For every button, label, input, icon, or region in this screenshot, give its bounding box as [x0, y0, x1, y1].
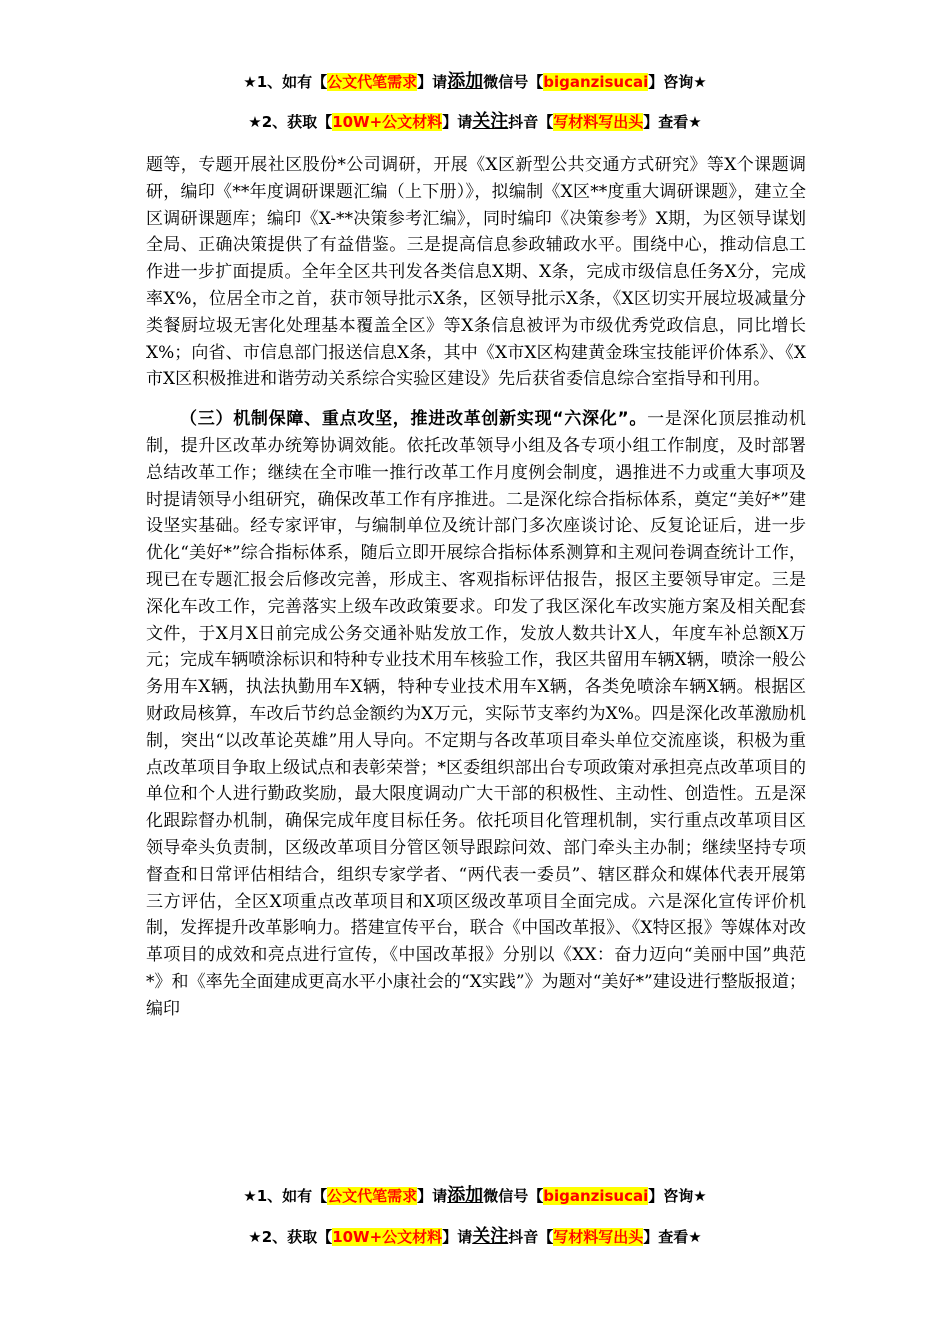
banner-emphasis: 添加: [447, 1185, 484, 1206]
banner-text: 微信号【: [483, 1187, 544, 1205]
banner-text: ★2、获取【: [248, 113, 333, 131]
banner-highlight: 写材料写出头: [553, 1228, 644, 1246]
banner-text: 】请: [442, 1228, 473, 1246]
banner-text: 微信号【: [483, 73, 544, 91]
banner-highlight: 公文代笔需求: [327, 73, 418, 91]
banner-highlight: 10W+公文材料: [332, 1228, 443, 1246]
banner-text: 】查看★: [643, 1228, 702, 1246]
banner-text: 】咨询★: [648, 73, 707, 91]
banner-text: 】查看★: [643, 113, 702, 131]
document-body: [146, 152, 806, 1023]
banner-highlight: 10W+公文材料: [332, 113, 443, 131]
banner-text: 】请: [442, 113, 473, 131]
banner-text: 】咨询★: [648, 1187, 707, 1205]
paragraph-2-body: 一是深化顶层推动机制，提升区改革办统筹协调效能。依托改革领导小组及各专项小组工作制度，及时部署总结改革工作；继续在全市唯一推行改革工作月度例会制度，遇推进不力或重大事项及时提请领导小组研究，确保改革工作有序推进。二是深化综合指标体系，奠定“美好*”建设坚实基础。经专家评审，与编制单位及统计部门多次座谈讨论、反复论证后，进一步优化“美好*”综合指标体系，随后立即开展综合指标体系测算和主观问卷调查统计工作，现已在专题汇报会后修改完善，形成主、客观指标评估报告，报区主要领导审定。三是深化车改工作，完善落实上级车改政策要求。印发了我区深化车改实施方案及相关配套文件，于X月X日前完成公务交通补贴发放工作，发放人数共计X人，年度车补总额X万元；完成车辆喷涂标识和特种专业技术用车核验工作，我区共留用车辆X辆，喷涂一般公务用车X辆，执法执勤用车X辆，特种专业技术用车X辆，各类免喷涂车辆X辆。根据区财政局核算，车改后节约总金额约为X万元，实际节支率约为X%。四是深化改革激励机制，突出“以改革论英雄”用人导向。不定期与各改革项目牵头单位交流座谈，积极为重点改革项目争取上级试点和表彰荣誉；*区委组织部出台专项政策对承担亮点改革项目的单位和个人进行勤政奖励，最大限度调动广大干部的积极性、主动性、创造性。五是深化跟踪督办机制，确保完成年度目标任务。依托项目化管理机制，实行重点改革项目区领导牵头负责制，区级改革项目分管区领导跟踪问效、部门牵头主办制；继续坚持专项督查和日常评估相结合，组织专家学者、“两代表一委员”、辖区群众和媒体代表开展第三方评估，全区X项重点改革项目和X项区级改革项目全面完成。六是深化宣传评价机制，发挥提升改革影响力。搭建宣传平台，联合《中国改革报》、《X特区报》等媒体对改革项目的成效和亮点进行宣传，《中国改革报》分别以《XX：奋力迈向“美丽中国”典范*》和《率先全面建成更高水平小康社会的“X实践”》为题对“美好*”建设进行整版报道；编印: [146, 409, 806, 1019]
banner-emphasis: 关注: [472, 1226, 509, 1247]
footer-banner-line-2: [0, 1227, 950, 1247]
banner-highlight: 写材料写出头: [553, 113, 644, 131]
banner-text: ★2、获取【: [248, 1228, 333, 1246]
header-banner-line-1: [0, 72, 950, 92]
paragraph-1: 题等，专题开展社区股份*公司调研，开展《X区新型公共交通方式研究》等X个课题调研，编印《**年度调研课题汇编（上下册）》，拟编制《X区**度重大调研课题》，建立全区调研课题库；编印《X-**决策参考汇编》，同时编印《决策参考》X期，为区领导谋划全局、正确决策提供了有益借鉴。三是提高信息参政辅政水平。围绕中心，推动信息工作进一步扩面提质。全年全区共刊发各类信息X期、X条，完成市级信息任务X分，完成率X%，位居全市之首，获市领导批示X条，区领导批示X条，《X区切实开展垃圾减量分类餐厨垃圾无害化处理基本覆盖全区》等X条信息被评为市级优秀党政信息，同比增长X%；向省、市信息部门报送信息X条，其中《X市X区构建黄金珠宝技能评价体系》、《X市X区积极推进和谐劳动关系综合实验区建设》先后获省委信息综合室指导和刊用。: [146, 155, 806, 390]
paragraph-2: [146, 406, 806, 1022]
banner-highlight: biganzisucai: [543, 1187, 649, 1205]
banner-highlight: biganzisucai: [543, 73, 649, 91]
footer-banner-line-1: [0, 1186, 950, 1206]
banner-text: 抖音【: [508, 1228, 554, 1246]
banner-emphasis: 关注: [472, 111, 509, 132]
banner-emphasis: 添加: [447, 71, 484, 92]
banner-text: 】请: [417, 1187, 448, 1205]
banner-text: 抖音【: [508, 113, 554, 131]
section-heading: （三）机制保障、重点攻坚，推进改革创新实现“六深化”。: [180, 409, 648, 430]
banner-highlight: 公文代笔需求: [327, 1187, 418, 1205]
header-banner-line-2: [0, 112, 950, 132]
banner-text: ★1、如有【: [243, 73, 328, 91]
banner-text: ★1、如有【: [243, 1187, 328, 1205]
banner-text: 】请: [417, 73, 448, 91]
